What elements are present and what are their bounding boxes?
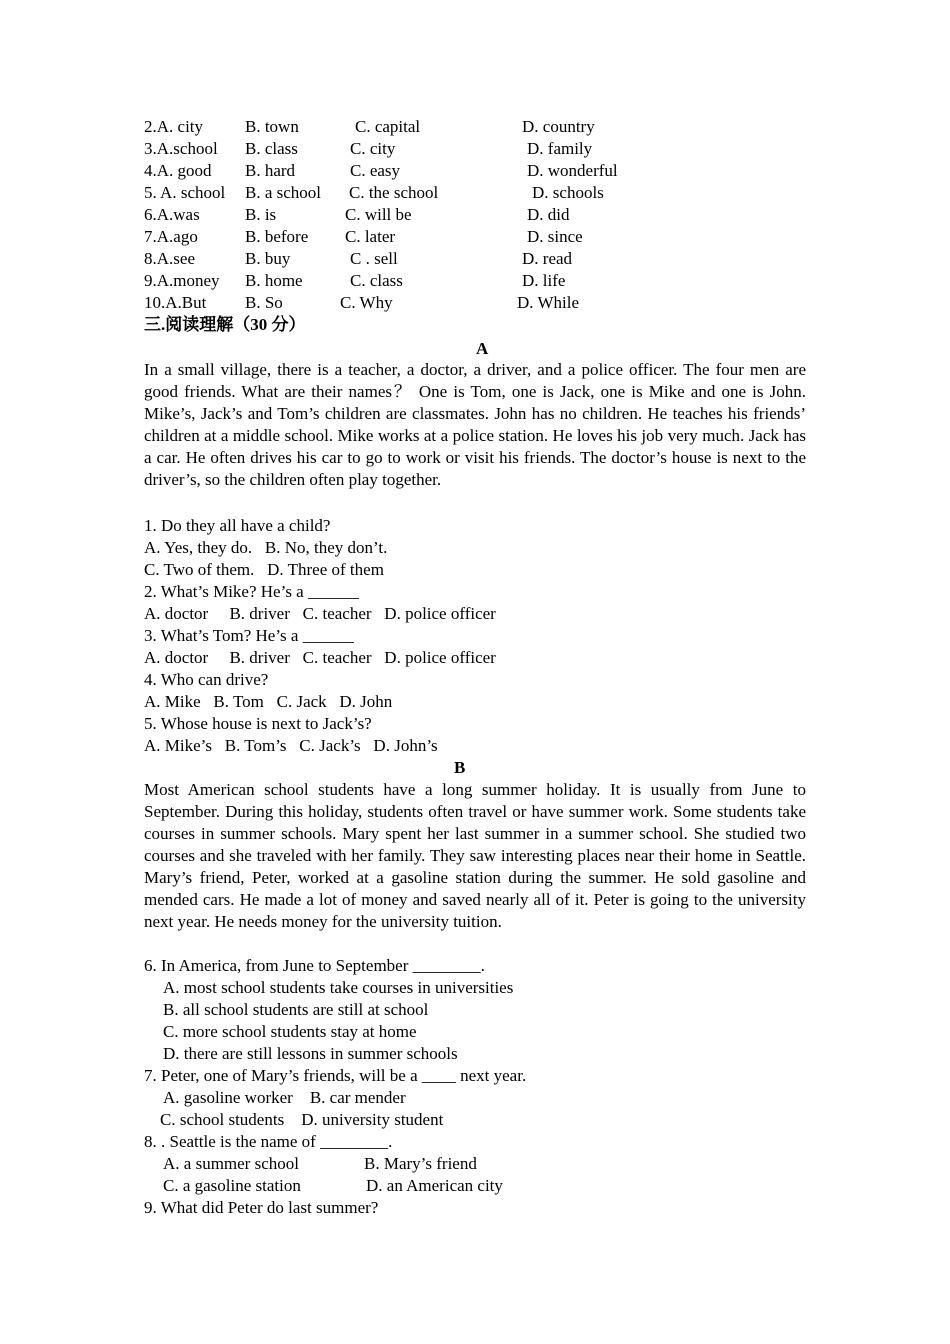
question-8-option-c: C. a gasoline station [163, 1176, 301, 1195]
question-6-option-d: D. there are still lessons in summer schools [163, 1044, 458, 1063]
cloze-option-c: C. easy [350, 161, 401, 180]
cloze-option-a: 4.A. good [144, 161, 212, 180]
cloze-option-c: C. class [350, 271, 403, 290]
question-8-option-d: D. an American city [366, 1176, 503, 1195]
question-6-option-b: B. all school students are still at school [163, 1000, 429, 1019]
question-6-option-c: C. more school students stay at home [163, 1022, 417, 1041]
cloze-option-d: D. While [517, 293, 580, 312]
cloze-option-b: B. before [245, 227, 309, 246]
question-3-options: A. doctor B. driver C. teacher D. police officer [144, 648, 496, 667]
question-1-options-ab: A. Yes, they do. B. No, they don’t. [144, 538, 388, 557]
question-4-options: A. Mike B. Tom C. Jack D. John [144, 692, 393, 711]
cloze-option-a: 3.A.school [144, 139, 218, 158]
question-3: 3. What’s Tom? He’s a ______ [144, 626, 354, 645]
cloze-option-b: B. So [245, 293, 283, 312]
cloze-option-b: B. is [245, 205, 277, 224]
question-1: 1. Do they all have a child? [144, 516, 331, 535]
cloze-option-c: C . sell [350, 249, 398, 268]
cloze-option-d: D. family [527, 139, 593, 158]
cloze-option-d: D. schools [532, 183, 604, 202]
cloze-option-a: 9.A.money [144, 271, 220, 290]
cloze-option-b: B. home [245, 271, 303, 290]
cloze-option-d: D. read [522, 249, 573, 268]
section-heading: 三.阅读理解（30 分） [144, 315, 306, 334]
cloze-option-a: 5. A. school [144, 183, 226, 202]
question-7-options-ab: A. gasoline worker B. car mender [163, 1088, 406, 1107]
question-8-option-a: A. a summer school [163, 1154, 299, 1173]
cloze-option-c: C. city [350, 139, 396, 158]
cloze-option-d: D. life [522, 271, 566, 290]
passage-a-text: In a small village, there is a teacher, a doctor, a driver, and a police officer. The four men are good friends. What are their names？ One is Tom, one is Jack, one is Mike and one is John. Mike’s, Jack’s and Tom’s children are classmates. John has no children. He teaches his friends’ children at a middle school. Mike works at a police station. He loves his job very much. Jack has a car. He often drives his car to go to work or visit his friends. The doctor’s house is next to the driver’s, so the children often play together. [144, 360, 806, 489]
cloze-option-d: D. did [527, 205, 570, 224]
cloze-option-b: B. buy [245, 249, 291, 268]
cloze-option-b: B. town [245, 117, 299, 136]
question-5-options: A. Mike’s B. Tom’s C. Jack’s D. John’s [144, 736, 438, 755]
cloze-option-c: C. capital [355, 117, 421, 136]
question-8: 8. . Seattle is the name of ________. [144, 1132, 393, 1151]
cloze-option-b: B. hard [245, 161, 296, 180]
cloze-option-b: B. class [245, 139, 298, 158]
question-6: 6. In America, from June to September ________. [144, 956, 485, 975]
question-8-option-b: B. Mary’s friend [364, 1154, 477, 1173]
cloze-option-a: 2.A. city [144, 117, 204, 136]
cloze-option-d: D. since [527, 227, 583, 246]
passage-b-text: Most American school students have a long summer holiday. It is usually from June to September. During this holiday, students often travel or have summer work. Some students take courses in summer schools. Mary spent her last summer in a summer school. She studied two courses and she traveled with her family. They saw interesting places near their home in Seattle. Mary’s friend, Peter, worked at a gasoline station during the summer. He sold gasoline and mended cars. He made a lot of money and saved nearly all of it. Peter is going to the university next year. He needs money for the university tuition. [144, 780, 806, 931]
question-9: 9. What did Peter do last summer? [144, 1198, 379, 1217]
cloze-option-c: C. later [345, 227, 396, 246]
question-4: 4. Who can drive? [144, 670, 269, 689]
cloze-option-c: C. the school [349, 183, 439, 202]
passage-b-label: B [454, 758, 466, 777]
cloze-option-a: 6.A.was [144, 205, 200, 224]
question-5: 5. Whose house is next to Jack’s? [144, 714, 372, 733]
passage-a-label: A [476, 339, 489, 358]
cloze-option-d: D. country [522, 117, 595, 136]
cloze-option-a: 8.A.see [144, 249, 195, 268]
cloze-option-b: B. a school [245, 183, 322, 202]
question-7: 7. Peter, one of Mary’s friends, will be a ____ next year. [144, 1066, 527, 1085]
cloze-option-c: C. will be [345, 205, 412, 224]
question-2: 2. What’s Mike? He’s a ______ [144, 582, 359, 601]
cloze-option-a: 7.A.ago [144, 227, 198, 246]
cloze-option-c: C. Why [340, 293, 393, 312]
question-7-options-cd: C. school students D. university student [160, 1110, 444, 1129]
question-1-options-cd: C. Two of them. D. Three of them [144, 560, 384, 579]
cloze-option-a: 10.A.But [144, 293, 207, 312]
question-2-options: A. doctor B. driver C. teacher D. police officer [144, 604, 496, 623]
cloze-option-d: D. wonderful [527, 161, 618, 180]
question-6-option-a: A. most school students take courses in universities [163, 978, 514, 997]
